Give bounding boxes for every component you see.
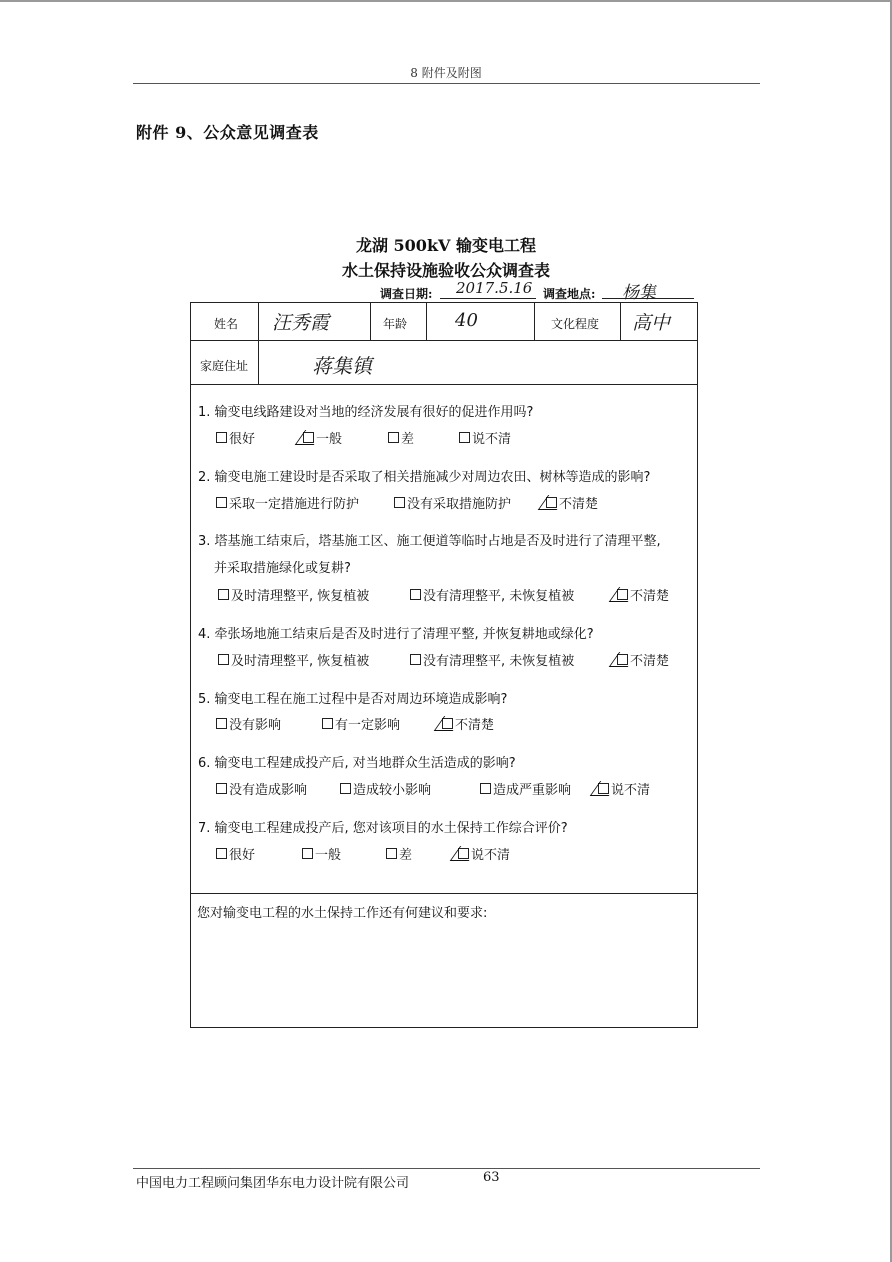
q5-option-2[interactable]: 有一定影响 (322, 714, 400, 733)
q3-option-2[interactable]: 没有清理整平, 未恢复植被 (410, 585, 574, 604)
q6-option-3[interactable]: 造成严重影响 (480, 779, 571, 798)
checkbox-icon (322, 718, 333, 729)
place-value: 杨集 (622, 283, 656, 303)
question-5: 5. 输变电工程在施工过程中是否对周边环境造成影响? (198, 692, 508, 707)
q4-option-1[interactable]: 及时清理整平, 恢复植被 (218, 650, 369, 669)
checkbox-icon (218, 654, 229, 665)
checkbox-icon (216, 848, 227, 859)
checked-checkbox-icon (442, 718, 453, 729)
question-7: 7. 输变电工程建成投产后, 您对该项目的水土保持工作综合评价? (198, 821, 568, 836)
q2-option-3[interactable]: 不清楚 (546, 493, 598, 512)
q7-option-3[interactable]: 差 (386, 844, 412, 863)
attachment-title: 附件 9、公众意见调查表 (136, 123, 319, 142)
age-label: 年龄 (383, 317, 408, 331)
checkbox-icon (216, 432, 227, 443)
header-rule (133, 83, 760, 84)
question-3: 3. 塔基施工结束后，塔基施工区、施工便道等临时占地是否及时进行了清理平整, (198, 534, 661, 549)
q5-option-1[interactable]: 没有影响 (216, 714, 281, 733)
question-4: 4. 牵张场地施工结束后是否及时进行了清理平整, 并恢复耕地或绿化? (198, 627, 594, 642)
education-label: 文化程度 (551, 317, 600, 331)
q7-option-1[interactable]: 很好 (216, 844, 255, 863)
q1-option-2[interactable]: 一般 (303, 428, 342, 447)
q1-option-3[interactable]: 差 (388, 428, 414, 447)
checkbox-icon (302, 848, 313, 859)
form-title-line2: 水土保持设施验收公众调查表 (341, 261, 550, 280)
checkbox-icon (410, 654, 421, 665)
q3-option-1[interactable]: 及时清理整平, 恢复植被 (218, 585, 369, 604)
question-6: 6. 输变电工程建成投产后, 对当地群众生活造成的影响? (198, 756, 516, 771)
page-header: 8 附件及附图 (410, 66, 482, 80)
q7-option-2[interactable]: 一般 (302, 844, 341, 863)
checked-checkbox-icon (546, 497, 557, 508)
checkbox-icon (340, 783, 351, 794)
form-title-line1: 龙湖 500kV 输变电工程 (355, 236, 537, 255)
checkbox-icon (410, 589, 421, 600)
col-divider-edu-left (534, 302, 535, 340)
checkbox-icon (386, 848, 397, 859)
col-divider-edu-right (620, 302, 621, 340)
checkbox-icon (394, 497, 405, 508)
q1-option-4[interactable]: 说不清 (459, 428, 511, 447)
q2-option-2[interactable]: 没有采取措施防护 (394, 493, 511, 512)
row-divider-2 (190, 384, 698, 385)
q3-option-3[interactable]: 不清楚 (617, 585, 669, 604)
suggestion-label: 您对输变电工程的水土保持工作还有何建议和要求: (197, 906, 488, 921)
footer-company: 中国电力工程顾问集团华东电力设计院有限公司 (136, 1176, 410, 1191)
row-divider-1 (190, 340, 698, 341)
date-underline (440, 298, 536, 299)
q4-option-2[interactable]: 没有清理整平, 未恢复植被 (410, 650, 574, 669)
name-value: 汪秀霞 (272, 312, 330, 334)
name-label: 姓名 (214, 317, 239, 331)
checked-checkbox-icon (617, 589, 628, 600)
q6-option-4[interactable]: 说不清 (598, 779, 650, 798)
date-label: 调查日期: (380, 287, 433, 301)
q6-option-1[interactable]: 没有造成影响 (216, 779, 307, 798)
q4-option-3[interactable]: 不清楚 (617, 650, 669, 669)
q2-option-1[interactable]: 采取一定措施进行防护 (216, 493, 359, 512)
address-label: 家庭住址 (200, 359, 249, 373)
date-value: 2017.5.16 (456, 279, 533, 297)
checkbox-icon (480, 783, 491, 794)
checkbox-icon (388, 432, 399, 443)
q6-option-2[interactable]: 造成较小影响 (340, 779, 431, 798)
col-divider-age-left (370, 302, 371, 340)
checkbox-icon (216, 783, 227, 794)
col-divider-age-right (426, 302, 427, 340)
question-1: 1. 输变电线路建设对当地的经济发展有很好的促进作用吗? (198, 405, 534, 420)
q1-option-1[interactable]: 很好 (216, 428, 255, 447)
education-value: 高中 (632, 312, 671, 334)
checkbox-icon (459, 432, 470, 443)
checked-checkbox-icon (458, 848, 469, 859)
q5-option-3[interactable]: 不清楚 (442, 714, 494, 733)
q7-option-4[interactable]: 说不清 (458, 844, 510, 863)
address-value: 蒋集镇 (312, 354, 372, 378)
question-3-continued: 并采取措施绿化或复耕? (214, 561, 351, 576)
place-label: 调查地点: (543, 287, 596, 301)
age-value: 40 (455, 310, 478, 331)
checkbox-icon (218, 589, 229, 600)
checked-checkbox-icon (598, 783, 609, 794)
col-divider-name (258, 302, 259, 384)
scan-border-top (0, 0, 892, 2)
checkbox-icon (216, 497, 227, 508)
checked-checkbox-icon (617, 654, 628, 665)
footer-rule (133, 1168, 760, 1169)
checked-checkbox-icon (303, 432, 314, 443)
question-2: 2. 输变电施工建设时是否采取了相关措施减少对周边农田、树林等造成的影响? (198, 470, 651, 485)
checkbox-icon (216, 718, 227, 729)
page-number: 63 (483, 1170, 500, 1185)
row-divider-3 (190, 893, 698, 894)
